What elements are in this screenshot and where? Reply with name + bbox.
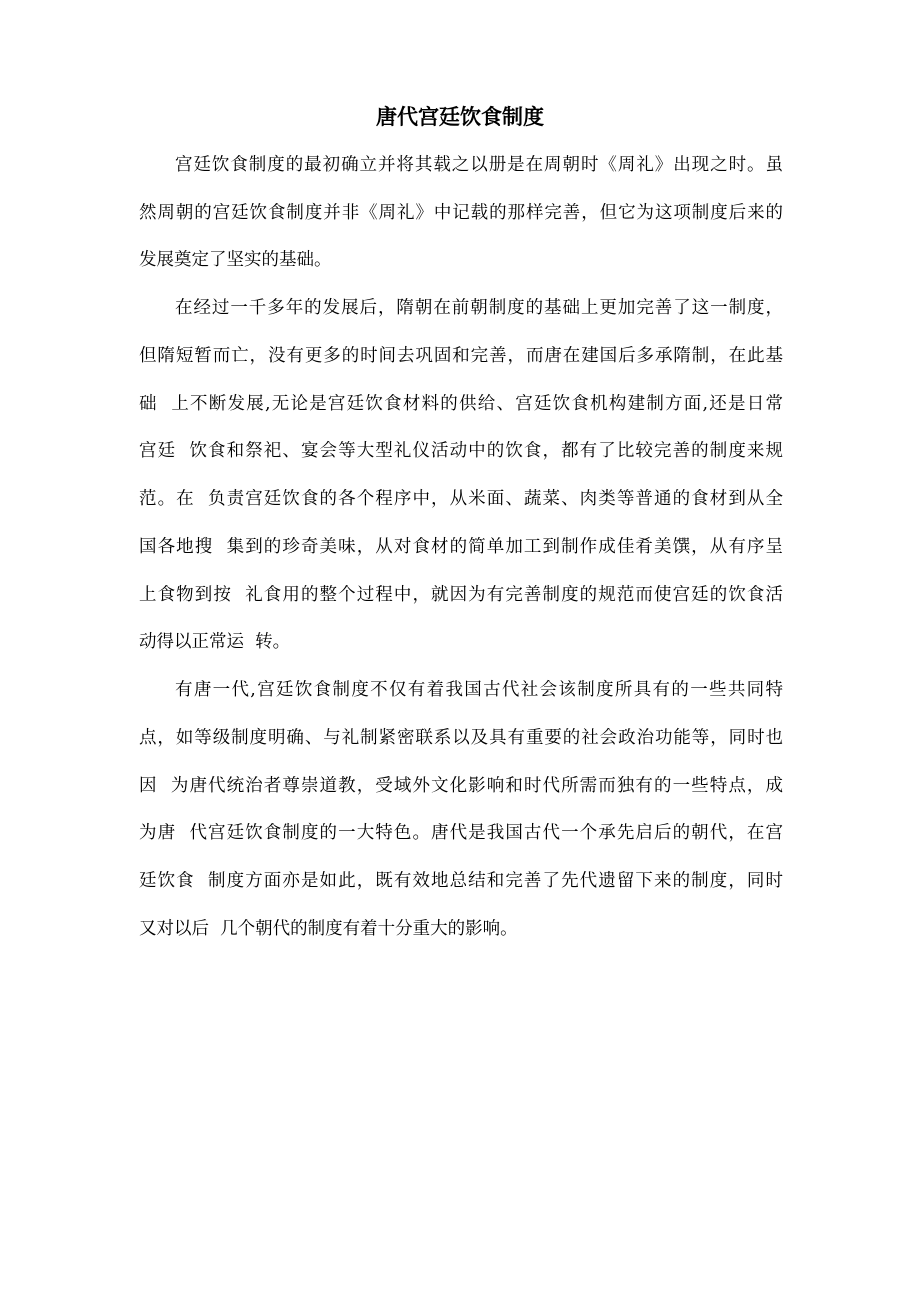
paragraph-1-line-3: 发展奠定了坚实的基础。 <box>139 250 332 270</box>
paragraph-2-line-4: 宫廷 饮食和祭祀、宴会等大型礼仪活动中的饮食，都有了比较完善的制度来规 <box>139 441 783 461</box>
paragraph-2-line-3: 础 上不断发展,无论是宫廷饮食材料的供给、宫廷饮食机构建制方面,还是日常 <box>139 394 783 414</box>
paragraph-2-line-5: 范。在 负责宫廷饮食的各个程序中，从米面、蔬菜、肉类等普通的食材到从全 <box>139 489 783 509</box>
paragraph-2-line-7: 上食物到按 礼食用的整个过程中，就因为有完善制度的规范而使宫廷的饮食活 <box>139 585 783 605</box>
paragraph-2-line-8: 动得以正常运 转。 <box>139 632 291 652</box>
paragraph-1-line-1: 宫廷饮食制度的最初确立并将其载之以册是在周朝时《周礼》出现之时。虽 <box>175 155 783 175</box>
paragraph-2-line-6: 国各地搜 集到的珍奇美味，从对食材的简单加工到制作成佳肴美馔，从有序呈 <box>139 537 783 557</box>
paragraph-3-line-6: 又对以后 几个朝代的制度有着十分重大的影响。 <box>139 919 518 939</box>
paragraph-3-line-1: 有唐一代,宫廷饮食制度不仅有着我国古代社会该制度所具有的一些共同特 <box>175 680 783 700</box>
paragraph-3-line-3: 因 为唐代统治者尊崇道教，受域外文化影响和时代所需而独有的一些特点，成 <box>139 776 783 796</box>
paragraph-3-line-2: 点，如等级制度明确、与礼制紧密联系以及具有重要的社会政治功能等，同时也 <box>139 728 783 748</box>
paragraph-3-line-4: 为唐 代宫廷饮食制度的一大特色。唐代是我国古代一个承先启后的朝代，在宫 <box>139 823 783 843</box>
paragraph-2-line-1: 在经过一千多年的发展后，隋朝在前朝制度的基础上更加完善了这一制度， <box>175 298 783 318</box>
paragraph-2-line-2: 但隋短暂而亡，没有更多的时间去巩固和完善，而唐在建国后多承隋制，在此基 <box>139 346 783 366</box>
paragraph-3-line-5: 廷饮食 制度方面亦是如此，既有效地总结和完善了先代遗留下来的制度，同时 <box>139 871 783 891</box>
paragraph-1-line-2: 然周朝的宫廷饮食制度并非《周礼》中记载的那样完善，但它为这项制度后来的 <box>139 203 783 223</box>
document-title: 唐代宫廷饮食制度 <box>376 105 544 129</box>
